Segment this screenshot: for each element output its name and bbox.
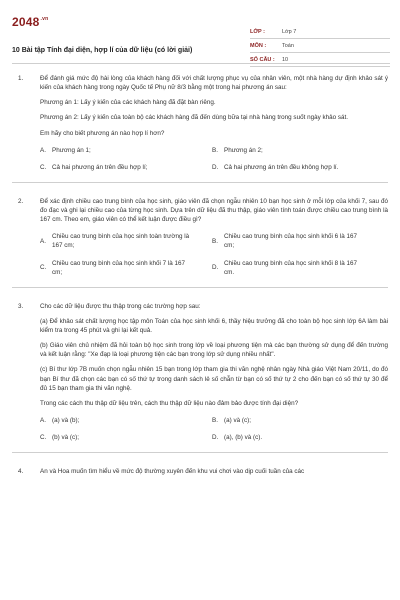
question-text: Em hãy cho biết phương án nào hợp lí hơn?: [40, 129, 165, 137]
question-text: An và Hoa muốn tìm hiểu về mức độ thường xuyên đến khu vui chơi vào dịp cuối tuần của các: [40, 468, 305, 476]
question-divider: [12, 287, 388, 288]
option-c[interactable]: [40, 259, 212, 277]
option-d[interactable]: [212, 163, 384, 172]
question-number: 4.: [18, 468, 24, 476]
option-label: C.: [40, 264, 47, 272]
meta-label: SỐ CÂU :: [250, 57, 275, 64]
option-d[interactable]: [212, 433, 384, 442]
option-text: Chiều cao trung bình của học sinh toàn trường là 167 cm;: [52, 233, 190, 250]
option-label: A.: [40, 237, 46, 245]
option-text: Phương án 2;: [224, 146, 263, 154]
meta-row-class: [250, 28, 390, 39]
option-d[interactable]: [212, 259, 384, 277]
option-b[interactable]: [212, 416, 384, 425]
option-text: (a) và (b);: [52, 416, 80, 424]
meta-value: 10: [282, 57, 289, 64]
option-text: Chiều cao trung bình của học sinh khối 8 là 167 cm.: [224, 259, 358, 276]
header-divider: [12, 63, 390, 64]
meta-label: MÔN :: [250, 43, 267, 50]
option-a[interactable]: [40, 146, 212, 155]
meta-label: LỚP :: [250, 29, 265, 36]
logo-text: 2048: [12, 15, 40, 29]
question-text: Phương án 2: Lấy ý kiến của toàn bộ các khách hàng đã đến dùng bữa tại nhà hàng trong suốt ngày khảo sát.: [40, 114, 349, 122]
option-text: (b) và (c);: [52, 434, 79, 441]
option-text: Cả hai phương án trên đều hợp lí;: [52, 163, 148, 171]
option-text: (a) và (c);: [224, 416, 251, 424]
meta-value: Toán: [282, 43, 294, 50]
question-text: (a) Để khảo sát chất lượng học tập môn Toán của học sinh khối 6, thầy hiệu trưởng đã cho toàn bộ học sinh lớp 6A làm bài kiểm tra trong 45 phút và ghi lại kết quả.: [40, 317, 388, 334]
option-text: (a), (b) và (c).: [224, 434, 263, 441]
question-number: 1.: [18, 75, 24, 82]
site-logo[interactable]: [12, 14, 48, 31]
question-list: [12, 74, 388, 484]
question-1: [12, 74, 388, 172]
question-text: Trong các cách thu thập dữ liệu trên, cách thu thập dữ liệu nào đảm bảo được tính đại diện?: [40, 399, 299, 407]
question-divider: [12, 452, 388, 453]
option-text: Chiều cao trung bình của học sinh khối 6 là 167 cm;: [224, 233, 358, 250]
option-c[interactable]: [40, 433, 212, 442]
answer-options: [40, 416, 388, 442]
logo-suffix: .vn: [40, 16, 49, 22]
answer-options: [40, 232, 388, 277]
question-text: Cho các dữ liệu được thu thập trong các trường hợp sau:: [40, 302, 201, 310]
question-text: Phương án 1: Lấy ý kiến của các khách hàng đã đặt bàn riêng.: [40, 99, 216, 107]
meta-value: Lớp 7: [282, 29, 297, 36]
meta-row-count: [250, 56, 390, 67]
option-a[interactable]: [40, 416, 212, 425]
question-3: [12, 302, 388, 442]
option-label: C.: [40, 434, 47, 441]
question-text: (c) Bí thư lớp 7B muốn chọn ngẫu nhiên 15 bạn trong lớp tham gia thi văn nghệ nhân ngày Nhà giáo Việt Nam 20/11, do đó bạn Bí thư đã chọn các bạn có số thứ tự trong danh sách lẻ số chẵn từ bạn có số thứ tự 2 cho đến bạn có số thứ tự 30 để đủ 15 bạn tham gia thi văn nghệ.: [40, 366, 388, 392]
question-text: Để đánh giá mức độ hài lòng của khách hàng đối với chất lượng phục vụ của nhân viên, một nhà hàng dự định khảo sát ý kiến của khách hàng trong ngày Quốc tế Phụ nữ 8/3 bằng một trong hai phương án sau:: [40, 75, 388, 92]
option-label: B.: [212, 146, 218, 154]
option-label: D.: [212, 163, 219, 171]
option-label: B.: [212, 416, 218, 424]
document-title: 10 Bài tập Tính đại diện, hợp lí của dữ liệu (có lời giải): [12, 47, 193, 54]
option-text: Phương án 1;: [52, 146, 91, 154]
option-label: A.: [40, 416, 46, 424]
option-b[interactable]: [212, 146, 384, 155]
question-4: [12, 467, 388, 476]
option-label: A.: [40, 146, 46, 154]
meta-row-subject: [250, 42, 390, 53]
document-header: [12, 14, 390, 64]
option-a[interactable]: [40, 232, 212, 250]
answer-options: [40, 146, 388, 172]
option-text: Cả hai phương án trên đều không hợp lí.: [224, 163, 339, 171]
question-number: 2.: [18, 197, 24, 205]
question-text: (b) Giáo viên chủ nhiệm đã hỏi toàn bộ học sinh trong lớp về loại phương tiện mà các bạn thường sử dụng để đến trường và kết luận rằng: "Xe đạp là loại phương tiện các bạn trong lớp sử dụng nhiều nhất".: [40, 342, 388, 359]
option-c[interactable]: [40, 163, 212, 172]
option-b[interactable]: [212, 232, 384, 250]
question-divider: [12, 182, 388, 183]
option-text: Chiều cao trung bình của học sinh khối 7 là 167 cm;: [52, 259, 186, 276]
option-label: D.: [212, 264, 219, 272]
question-text: Để xác định chiều cao trung bình của học sinh, giáo viên đã chọn ngẫu nhiên 10 bạn học sinh ở mỗi lớp của khối 7, sau đó đo đạc và ghi lại chiều cao của từng học sinh. Dựa trên dữ liệu đã thu thập, giáo viên tính toán được chiều cao trung bình là 167 cm. Theo em, giáo viên có thể kết luận được điều gì?: [40, 197, 388, 224]
option-label: D.: [212, 434, 219, 441]
question-2: [12, 197, 388, 277]
option-label: C.: [40, 163, 47, 171]
option-label: B.: [212, 237, 218, 245]
question-number: 3.: [18, 302, 24, 310]
